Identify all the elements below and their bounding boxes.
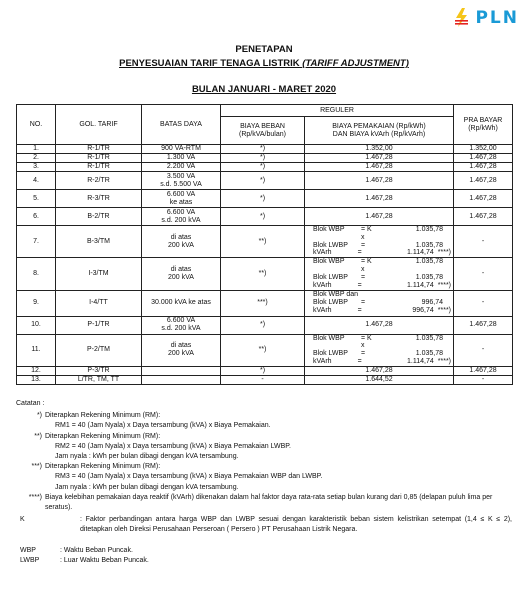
tariff-line: Blok LWBP = 996,74 bbox=[313, 299, 443, 307]
cell-batas bbox=[142, 375, 221, 384]
notes-section bbox=[16, 399, 512, 566]
cell-batas: 2.200 VA bbox=[142, 163, 221, 172]
cell-pemakaian: 1.467,28 bbox=[305, 190, 454, 208]
cell-gol: P-1/TR bbox=[56, 316, 142, 334]
note-item bbox=[16, 432, 512, 463]
note-mark: **) bbox=[34, 432, 42, 440]
notes-heading: Catatan : bbox=[16, 400, 45, 407]
cell-prabayar: 1.467,28 bbox=[454, 163, 513, 172]
cell-batas: 1.300 VA bbox=[142, 154, 221, 163]
cell-prabayar: - bbox=[454, 290, 513, 316]
cell-beban: **) bbox=[221, 334, 305, 366]
note-text: Biaya kelebihan pemakaian daya reaktif (kVArh) dikenakan dalam hal faktor daya rata-rata setiap bulan kurang dari 0,85 (delapan puluh lima per seratus). bbox=[45, 493, 493, 512]
cell-prabayar: 1.467,28 bbox=[454, 190, 513, 208]
cell-pemakaian: 1.467,28 bbox=[305, 316, 454, 334]
cell-gol: R-2/TR bbox=[56, 172, 142, 190]
cell-gol: L/TR, TM, TT bbox=[56, 375, 142, 384]
cell-no: 13. bbox=[17, 375, 56, 384]
cell-gol: R-1/TR bbox=[56, 145, 142, 154]
table-row bbox=[17, 258, 513, 290]
cell-batas: di atas 200 kVA bbox=[142, 334, 221, 366]
pln-logo bbox=[453, 7, 519, 28]
cell-beban: *) bbox=[221, 208, 305, 226]
cell-beban: *) bbox=[221, 366, 305, 375]
table-row bbox=[17, 366, 513, 375]
cell-beban: **) bbox=[221, 226, 305, 258]
cell-gol: I-3/TM bbox=[56, 258, 142, 290]
note-text: Diterapkan Rekening Minimum (RM): RM1 = 40 (Jam Nyala) x Daya tersambung (kVA) x Biaya Pemakaian. bbox=[45, 412, 271, 430]
doc-period: BULAN JANUARI - MARET 2020 bbox=[191, 84, 337, 95]
cell-beban: *) bbox=[221, 190, 305, 208]
cell-no: 9. bbox=[17, 290, 56, 316]
cell-prabayar: 1.467,28 bbox=[454, 316, 513, 334]
tariff-line: Blok LWBP = 1.035,78 bbox=[313, 241, 443, 249]
cell-prabayar: 1.467,28 bbox=[454, 208, 513, 226]
table-row bbox=[17, 334, 513, 366]
cell-beban: *) bbox=[221, 172, 305, 190]
cell-gol: P-2/TM bbox=[56, 334, 142, 366]
header-batas-daya: BATAS DAYA bbox=[142, 105, 221, 145]
cell-prabayar: - bbox=[454, 226, 513, 258]
cell-no: 1. bbox=[17, 145, 56, 154]
cell-no: 10. bbox=[17, 316, 56, 334]
cell-pemakaian: 1.467,28 bbox=[305, 154, 454, 163]
cell-beban: ***) bbox=[221, 290, 305, 316]
cell-batas: 30.000 kVA ke atas bbox=[142, 290, 221, 316]
tariff-line: Blok LWBP = 1.035,78 bbox=[313, 273, 443, 281]
cell-no: 3. bbox=[17, 163, 56, 172]
note-k: K : Faktor perbandingan antara harga WBP dan LWBP sesuai dengan karakteristik beban sistem kelistrikan setempat (1,4 ≤ K ≤ 2), ditetapkan oleh Direksi Perusahaan Perseroan ( Persero ) PT Perusahaan Listrik Negara. bbox=[20, 516, 512, 534]
table-row bbox=[17, 375, 513, 384]
cell-batas: 6.600 VA s.d. 200 kVA bbox=[142, 316, 221, 334]
cell-no: 2. bbox=[17, 154, 56, 163]
cell-no: 4. bbox=[17, 172, 56, 190]
cell-prabayar: 1.467,28 bbox=[454, 366, 513, 375]
cell-batas: 3.500 VA s.d. 5.500 VA bbox=[142, 172, 221, 190]
doc-title: PENETAPAN bbox=[235, 44, 293, 55]
note-mark: ****) bbox=[28, 493, 42, 501]
cell-beban: *) bbox=[221, 163, 305, 172]
cell-prabayar: 1.467,28 bbox=[454, 154, 513, 163]
tariff-line: Blok LWBP = 1.035,78 bbox=[313, 350, 443, 358]
note-text: Diterapkan Rekening Minimum (RM): RM3 = 40 (Jam Nyala) x Daya tersambung (kVA) x Biaya Pemakaian WBP dan LWBP. Jam nyala : kWh per bulan dibagi dengan kVA tersambung. bbox=[45, 463, 323, 491]
cell-no: 8. bbox=[17, 258, 56, 290]
note-mark: *) bbox=[36, 412, 42, 420]
note-mark: ***) bbox=[31, 463, 42, 471]
note-item bbox=[16, 493, 512, 513]
cell-beban: **) bbox=[221, 258, 305, 290]
cell-no: 7. bbox=[17, 226, 56, 258]
cell-beban: *) bbox=[221, 154, 305, 163]
doc-subtitle: PENYESUAIAN TARIF TENAGA LISTRIK (TARIFF ADJUSTMENT) bbox=[119, 58, 409, 69]
cell-prabayar: - bbox=[454, 334, 513, 366]
cell-beban: *) bbox=[221, 316, 305, 334]
cell-batas bbox=[142, 366, 221, 375]
table-row bbox=[17, 208, 513, 226]
cell-no: 12. bbox=[17, 366, 56, 375]
cell-prabayar: - bbox=[454, 375, 513, 384]
legend-wbp: WBP : Waktu Beban Puncak. bbox=[20, 546, 133, 554]
table-row bbox=[17, 226, 513, 258]
header-no: NO. bbox=[17, 105, 56, 145]
header-biaya-pemakaian: BIAYA PEMAKAIAN (Rp/kWh) DAN BIAYA kVArh (Rp/kVArh) bbox=[305, 117, 454, 145]
note-item bbox=[16, 462, 512, 493]
legend-lwbp: LWBP : Luar Waktu Beban Puncak. bbox=[20, 556, 149, 564]
cell-pemakaian: 1.467,28 bbox=[305, 208, 454, 226]
table-row bbox=[17, 172, 513, 190]
tariff-table bbox=[16, 104, 513, 385]
tariff-line: kVArh = 996,74 ****) bbox=[313, 307, 451, 315]
cell-batas: di atas 200 kVA bbox=[142, 258, 221, 290]
cell-no: 5. bbox=[17, 190, 56, 208]
tariff-line: kVArh = 1.114,74 ****) bbox=[313, 358, 451, 366]
header-reguler: REGULER bbox=[221, 105, 454, 117]
cell-gol: R-1/TR bbox=[56, 163, 142, 172]
cell-pemakaian: 1.352,00 bbox=[305, 145, 454, 154]
cell-gol: P-3/TR bbox=[56, 366, 142, 375]
cell-no: 11. bbox=[17, 334, 56, 366]
table-row bbox=[17, 190, 513, 208]
cell-pemakaian bbox=[305, 258, 454, 290]
table-row bbox=[17, 316, 513, 334]
cell-prabayar: - bbox=[454, 258, 513, 290]
cell-pemakaian: 1.467,28 bbox=[305, 163, 454, 172]
cell-pemakaian bbox=[305, 290, 454, 316]
cell-batas: 900 VA-RTM bbox=[142, 145, 221, 154]
cell-pemakaian bbox=[305, 334, 454, 366]
cell-gol: B-3/TM bbox=[56, 226, 142, 258]
abbreviation-legend bbox=[16, 546, 512, 566]
cell-gol: R-1/TR bbox=[56, 154, 142, 163]
tariff-line: Blok WBP = K x 1.035,78 bbox=[313, 226, 443, 241]
cell-pemakaian bbox=[305, 226, 454, 258]
cell-pemakaian: 1.467,28 bbox=[305, 172, 454, 190]
table-row bbox=[17, 163, 513, 172]
lightning-bolt-icon bbox=[453, 7, 470, 28]
cell-beban: - bbox=[221, 375, 305, 384]
tariff-line: Blok WBP = K x 1.035,78 bbox=[313, 258, 443, 274]
cell-beban: *) bbox=[221, 145, 305, 154]
cell-pemakaian: 1.644,52 bbox=[305, 375, 454, 384]
cell-gol: B-2/TR bbox=[56, 208, 142, 226]
cell-prabayar: 1.352,00 bbox=[454, 145, 513, 154]
table-row bbox=[17, 145, 513, 154]
logo-text: PLN bbox=[475, 7, 519, 28]
header-pra-bayar: PRA BAYAR (Rp/kWh) bbox=[454, 105, 513, 145]
cell-prabayar: 1.467,28 bbox=[454, 172, 513, 190]
cell-gol: R-3/TR bbox=[56, 190, 142, 208]
note-text: Diterapkan Rekening Minimum (RM): RM2 = 40 (Jam Nyala) x Daya tersambung (kVA) x Biaya Pemakaian LWBP. Jam nyala : kWh per bulan dibagi dengan kVA tersambung. bbox=[45, 432, 291, 461]
tariff-line: Blok WBP dan bbox=[313, 291, 359, 299]
tariff-line: kVArh = 1.114,74 ****) bbox=[313, 281, 451, 289]
cell-pemakaian: 1.467,28 bbox=[305, 366, 454, 375]
cell-no: 6. bbox=[17, 208, 56, 226]
table-row bbox=[17, 290, 513, 316]
cell-batas: 6.600 VA ke atas bbox=[142, 190, 221, 208]
header-gol-tarif: GOL. TARIF bbox=[56, 105, 142, 145]
cell-batas: di atas 200 kVA bbox=[142, 226, 221, 258]
tariff-line: kVArh = 1.114,74 ****) bbox=[313, 249, 451, 257]
note-item bbox=[16, 411, 512, 431]
tariff-line: Blok WBP = K x 1.035,78 bbox=[313, 334, 443, 350]
table-row bbox=[17, 154, 513, 163]
cell-batas: 6.600 VA s.d. 200 kVA bbox=[142, 208, 221, 226]
cell-gol: I-4/TT bbox=[56, 290, 142, 316]
header-biaya-beban: BIAYA BEBAN (Rp/kVA/bulan) bbox=[221, 117, 305, 145]
